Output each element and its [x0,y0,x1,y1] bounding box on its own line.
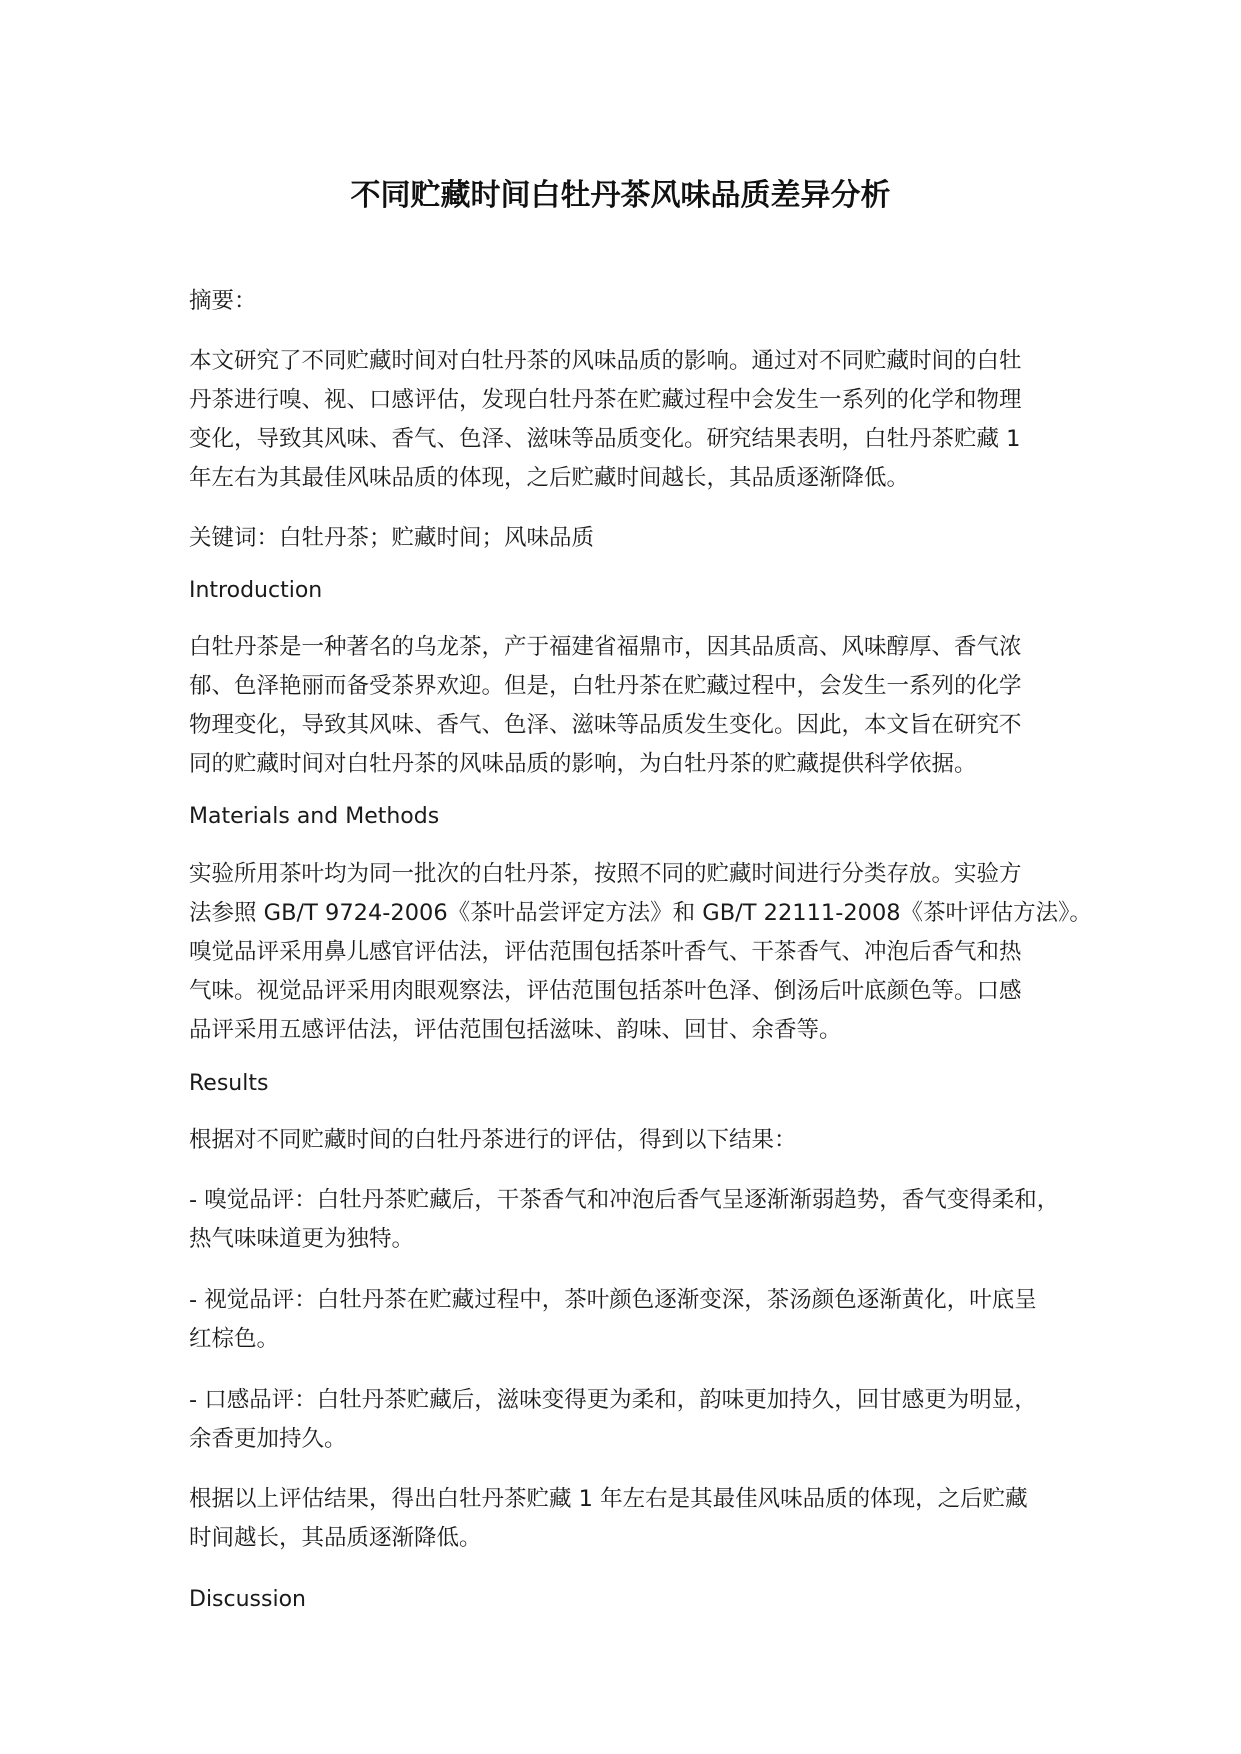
results-conclusion-line: 根据以上评估结果，得出白牡丹茶贮藏 1 年左右是其最佳风味品质的体现，之后贮藏 [189,1486,1028,1512]
section-heading-materials-methods: Materials and Methods [189,804,440,829]
page-title: 不同贮藏时间白牡丹茶风味品质差异分析 [350,178,891,213]
introduction-line: 郁、色泽艳丽而备受茶界欢迎。但是，白牡丹茶在贮藏过程中，会发生一系列的化学 [189,673,1022,699]
result-visual-item [189,1281,1079,1359]
result-visual-line: 红棕色。 [189,1326,280,1352]
result-taste-line: - 口感品评：白牡丹茶贮藏后，滋味变得更为柔和，韵味更加持久，回甘感更为明显， [189,1387,1037,1413]
result-smell-item [189,1181,1079,1259]
result-taste-item [189,1381,1079,1459]
result-smell-line: - 嗅觉品评：白牡丹茶贮藏后，干茶香气和冲泡后香气呈逐渐渐弱趋势，香气变得柔和， [189,1187,1060,1213]
results-intro: 根据对不同贮藏时间的白牡丹茶进行的评估，得到以下结果： [189,1127,797,1153]
methods-line: 品评采用五感评估法，评估范围包括滋味、韵味、回甘、余香等。 [189,1017,842,1043]
abstract-line: 变化，导致其风味、香气、色泽、滋味等品质变化。研究结果表明，白牡丹茶贮藏 1 [189,426,1021,452]
result-smell-line: 热气味味道更为独特。 [189,1226,415,1252]
section-heading-discussion: Discussion [189,1587,306,1612]
abstract-line: 本文研究了不同贮藏时间对白牡丹茶的风味品质的影响。通过对不同贮藏时间的白牡 [189,348,1022,374]
section-heading-introduction: Introduction [189,578,323,603]
introduction-line: 同的贮藏时间对白牡丹茶的风味品质的影响，为白牡丹茶的贮藏提供科学依据。 [189,751,977,777]
methods-line: 嗅觉品评采用鼻儿感官评估法，评估范围包括茶叶香气、干茶香气、冲泡后香气和热 [189,939,1022,965]
results-conclusion-line: 时间越长，其品质逐渐降低。 [189,1525,482,1551]
result-visual-line: - 视觉品评：白牡丹茶在贮藏过程中，茶叶颜色逐渐变深，茶汤颜色逐渐黄化，叶底呈 [189,1287,1037,1313]
section-heading-results: Results [189,1071,269,1096]
methods-line: 气味。视觉品评采用肉眼观察法，评估范围包括茶叶色泽、倒汤后叶底颜色等。口感 [189,978,1022,1004]
abstract-paragraph [189,342,1079,498]
methods-line: 实验所用茶叶均为同一批次的白牡丹茶，按照不同的贮藏时间进行分类存放。实验方 [189,861,1022,887]
methods-paragraph [189,855,1092,1050]
introduction-paragraph [189,628,1079,784]
result-taste-line: 余香更加持久。 [189,1426,347,1452]
abstract-label: 摘要： [189,288,257,314]
introduction-line: 物理变化，导致其风味、香气、色泽、滋味等品质发生变化。因此，本文旨在研究不 [189,712,1022,738]
results-conclusion [189,1480,1079,1558]
keywords-line: 关键词：白牡丹茶；贮藏时间；风味品质 [189,525,595,551]
abstract-line: 年左右为其最佳风味品质的体现，之后贮藏时间越长，其品质逐渐降低。 [189,465,910,491]
introduction-line: 白牡丹茶是一种著名的乌龙茶，产于福建省福鼎市，因其品质高、风味醇厚、香气浓 [189,634,1022,660]
abstract-line: 丹茶进行嗅、视、口感评估，发现白牡丹茶在贮藏过程中会发生一系列的化学和物理 [189,387,1022,413]
methods-line: 法参照 GB/T 9724-2006《茶叶品尝评定方法》和 GB/T 22111-2008《茶叶评估方法》。 [189,900,1092,926]
